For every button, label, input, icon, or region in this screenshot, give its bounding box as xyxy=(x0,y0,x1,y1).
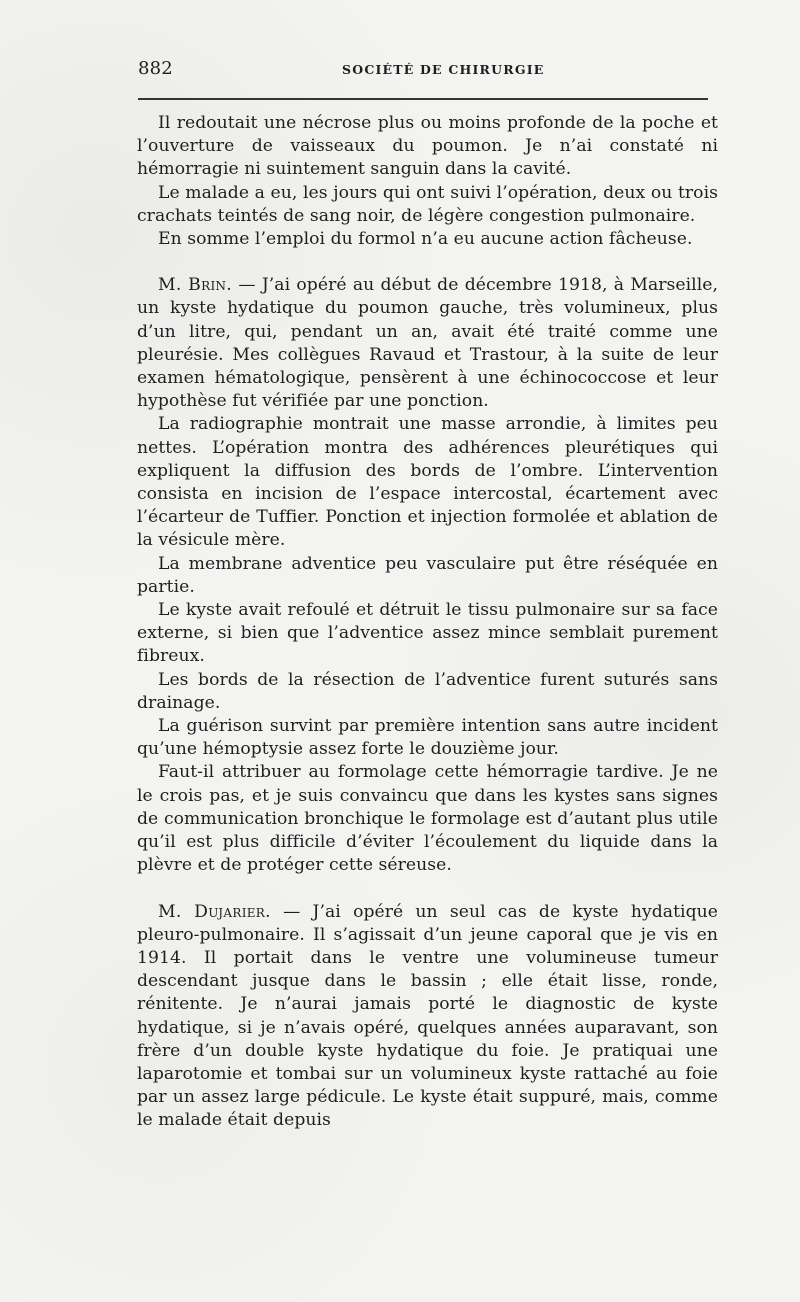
paragraph-9-text: La guérison survint par première intention sans autre incident qu’une hémoptysie assez forte le douzième jour. xyxy=(137,716,718,760)
paragraph-5 xyxy=(137,413,718,552)
paragraph-9 xyxy=(137,715,718,761)
paragraph-10-text: Faut-il attribuer au formolage cette hémorragie tardive. Je ne le crois pas, et je suis convaincu que dans les kystes sans signes de communication bronchique le formolage est d’autant plus utile qu’il est plus difficile d’éviter l’écoulement du liquide dans la plèvre et de protéger cette séreuse. xyxy=(137,762,718,876)
paragraph-4-text: — J’ai opéré au début de décembre 1918, à Marseille, un kyste hydatique du poumon gauche, très volumineux, plus d’un litre, qui, pendant un an, avait été traité comme une pleurésie. Mes collègues Ravaud et Trastour, à la suite de leur examen hématologique, pensèrent à une échinococcose et leur hypothèse fut vérifiée par une ponction. xyxy=(137,275,719,412)
paragraph-7-text: Le kyste avait refoulé et détruit le tissu pulmonaire sur sa face externe, si bien que l’adventice assez mince semblait purement fibreux. xyxy=(137,600,718,667)
running-title: SOCIÉTÉ DE CHIRURGIE xyxy=(342,62,545,77)
paragraph-1 xyxy=(137,112,718,182)
speaker-dujarier: M. Dujarier. xyxy=(158,901,271,922)
paragraph-2-text: Le malade a eu, les jours qui ont suivi l’opération, deux ou trois crachats teintés de sang noir, de légère congestion pulmonaire. xyxy=(137,182,718,226)
paragraph-2 xyxy=(137,182,718,228)
paragraph-5-text: La radiographie montrait une masse arrondie, à limites peu nettes. L’opération montra des adhérences pleurétiques qui expliquent la diffusion des bords de l’ombre. L’intervention consista en incision de l’espace intercostal, écartement avec l’écarteur de Tuffier. Ponction et injection formolée et ablation de la vésicule mère. xyxy=(137,414,718,551)
paragraph-6-text: La membrane adventice peu vasculaire put être réséquée en partie. xyxy=(137,553,718,597)
paragraph-8-text: Les bords de la résection de l’adventice furent suturés sans drainage. xyxy=(137,669,718,713)
page-header xyxy=(138,58,708,88)
paragraph-1-text: Il redoutait une nécrose plus ou moins profonde de la poche et l’ouverture de vaisseaux du poumon. Je n’ai constaté ni hémorragie ni suintement sanguin dans la cavité. xyxy=(137,113,718,180)
paragraph-3-text: En somme l’emploi du formol n’a eu aucune action fâcheuse. xyxy=(158,229,693,250)
paragraph-7 xyxy=(137,599,718,669)
paragraph-11-text: — J’ai opéré un seul cas de kyste hydatique pleuro-pulmonaire. Il s’agissait d’un jeune caporal que je vis en 1914. Il portait dans le ventre une volumineuse tumeur descendant jusque dans le bassin ; elle était lisse, ronde, rénitente. Je n’aurai jamais porté le diagnostic de kyste hydatique, si je n’avais opéré, quelques années auparavant, son frère d’un double kyste hydatique du foie. Je pratiquai une laparotomie et tombai sur un volumineux kyste rattaché au foie par un assez large pédicule. Le kyste était suppuré, mais, comme le malade était depuis xyxy=(137,901,718,1131)
paragraph-3 xyxy=(137,228,718,251)
paragraph-6 xyxy=(137,553,718,599)
paragraph-10 xyxy=(137,761,718,877)
speaker-brin: M. Brin. xyxy=(158,275,233,296)
paragraph-11 xyxy=(137,901,718,1133)
paragraph-8 xyxy=(137,669,718,715)
paragraph-4 xyxy=(137,274,718,413)
page-number: 882 xyxy=(138,58,173,79)
body-text xyxy=(137,112,718,1292)
header-rule xyxy=(138,98,708,100)
